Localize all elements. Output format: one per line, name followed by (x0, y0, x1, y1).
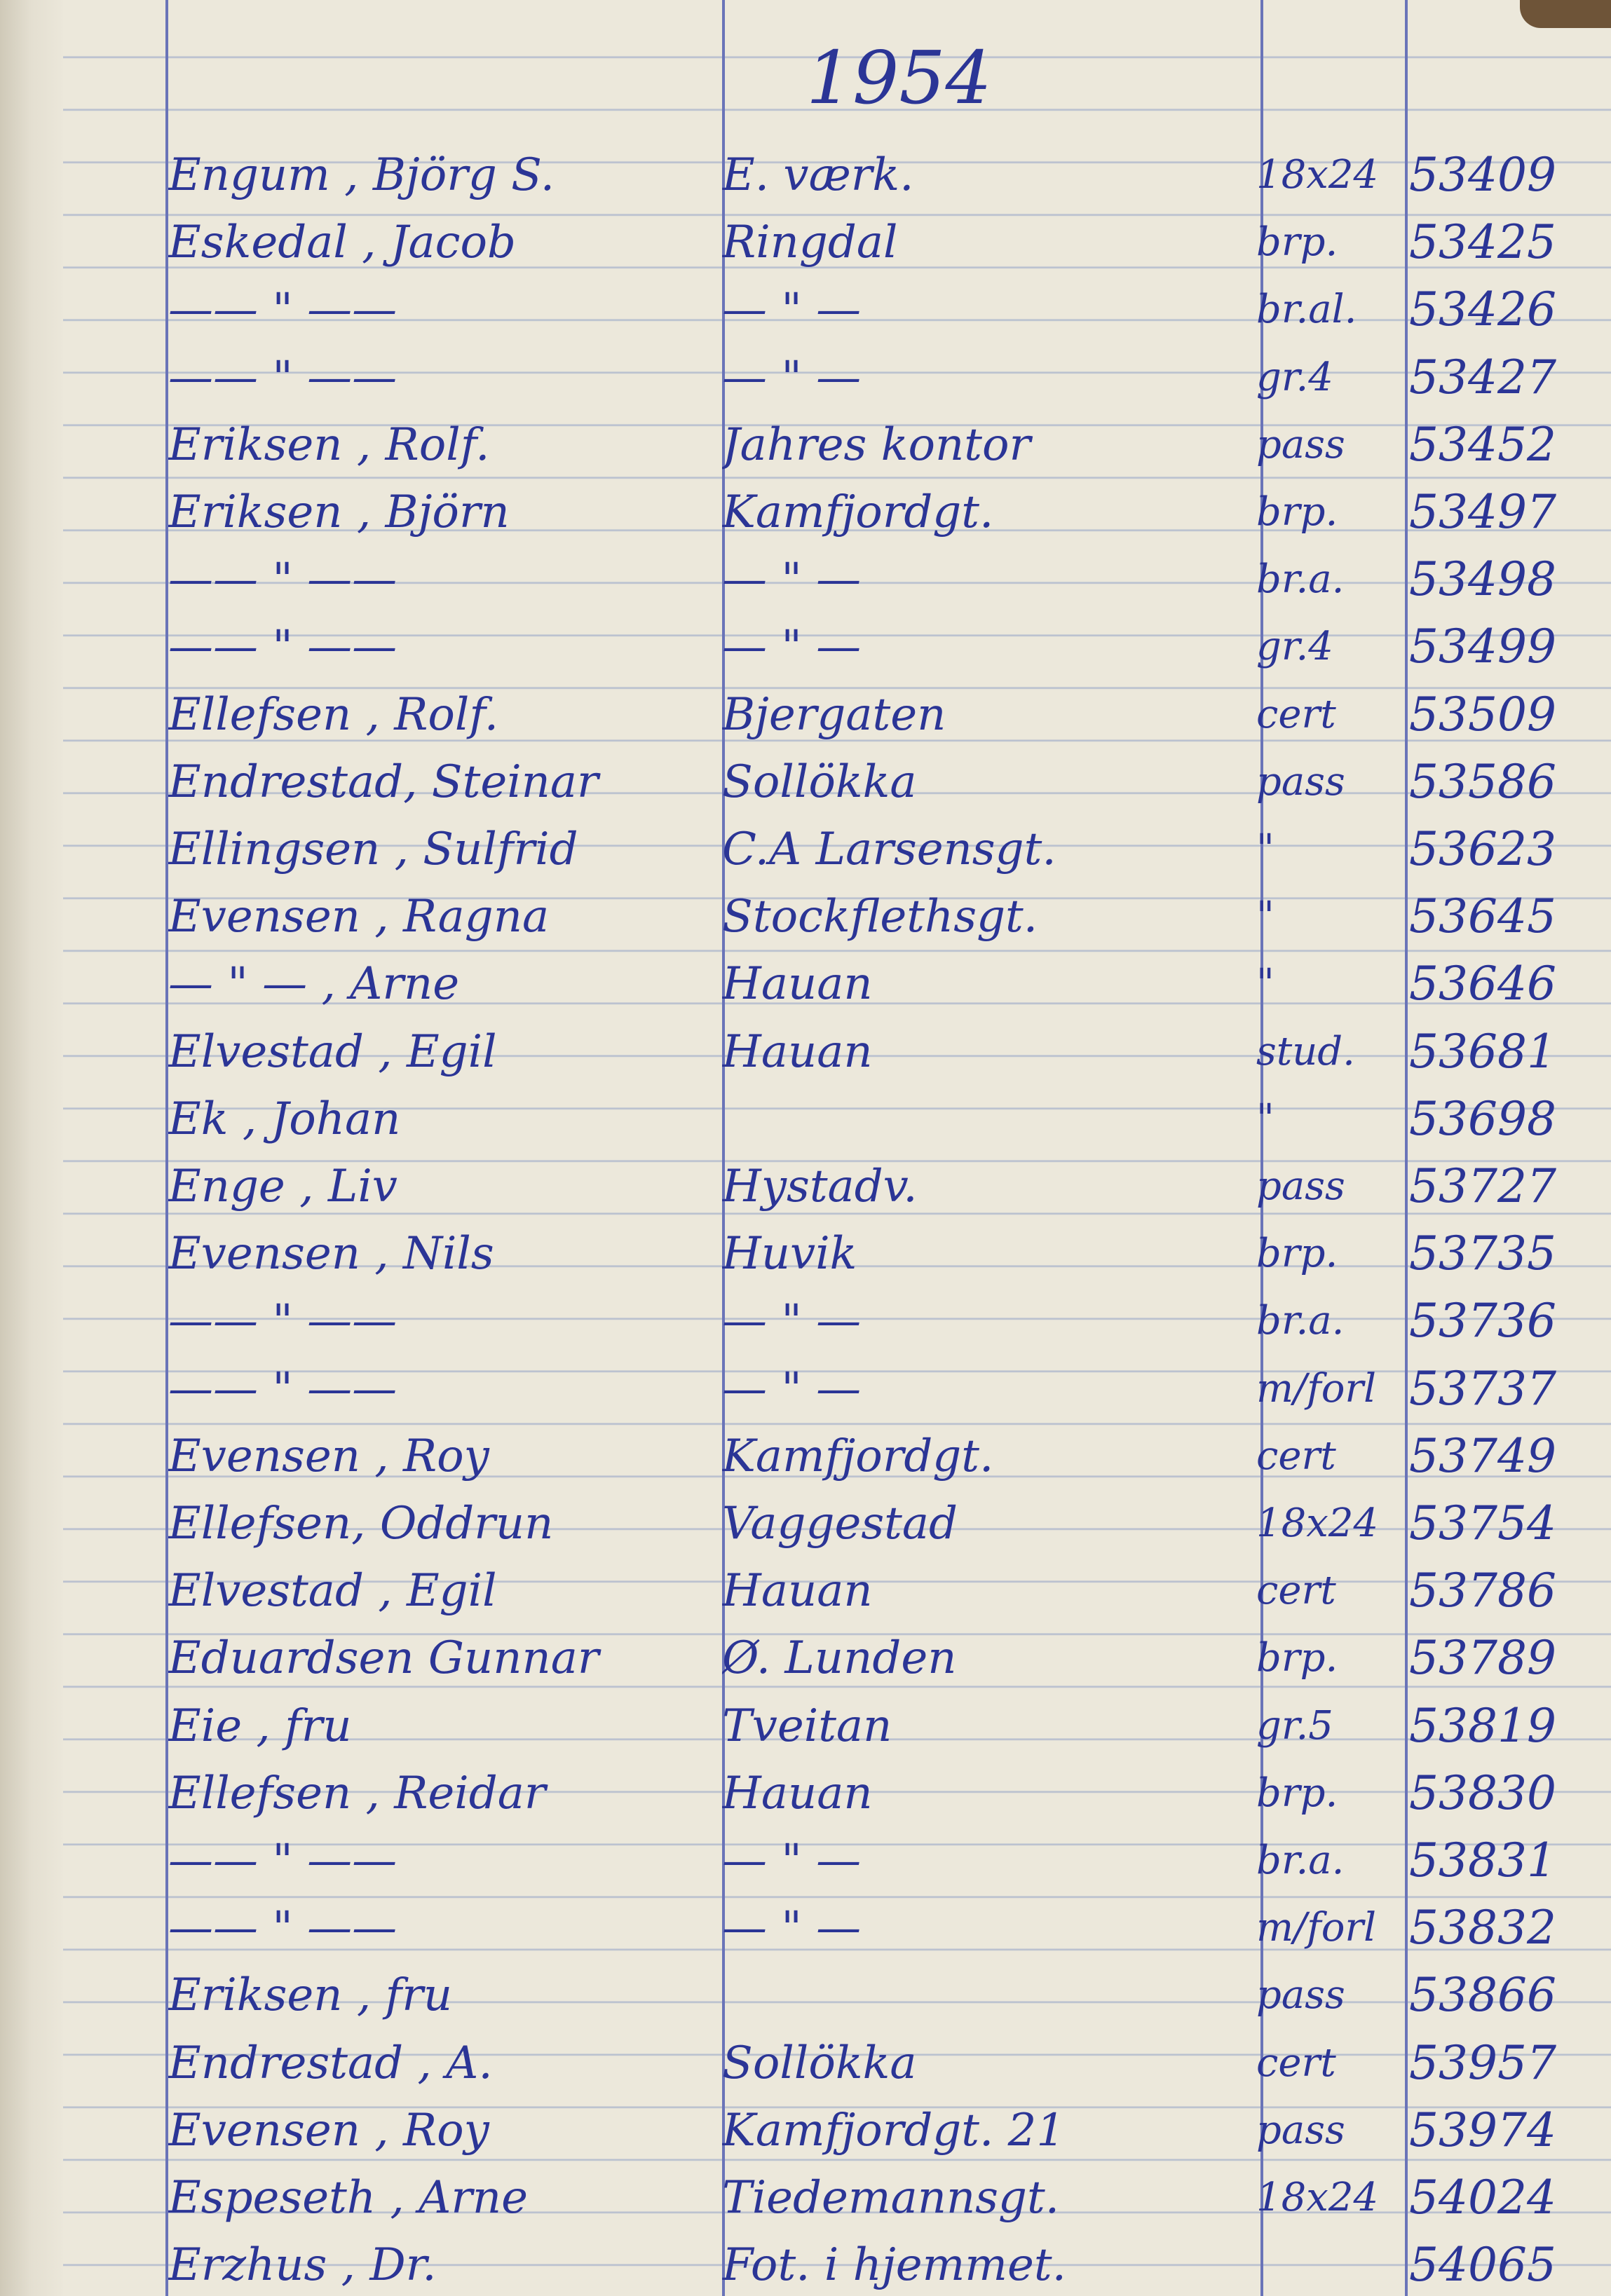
entry-name: Elvestad , Egil (168, 1026, 497, 1078)
entry-name: Eie , fru (168, 1700, 352, 1752)
entry-number: 53832 (1409, 1901, 1556, 1955)
entry-type: " (1256, 894, 1274, 939)
entry-number: 53974 (1409, 2103, 1556, 2157)
entry-number: 53623 (1409, 822, 1556, 876)
entry-type: br.a. (1256, 556, 1345, 602)
ledger-row (0, 754, 1611, 810)
entry-name: Endrestad , A. (168, 2037, 493, 2089)
entry-number: 53681 (1409, 1025, 1556, 1079)
entry-number: 53426 (1409, 282, 1556, 336)
ledger-row (0, 2103, 1611, 2159)
ledger-row (0, 687, 1611, 743)
entry-type: brp. (1256, 1770, 1338, 1816)
entry-place: — " — (722, 621, 862, 673)
entry-name: Evensen , Roy (168, 2105, 489, 2157)
entry-number: 53509 (1409, 688, 1556, 742)
entry-type: " (1256, 1096, 1274, 1142)
entry-place: Tveitan (722, 1700, 892, 1752)
entry-name: Evensen , Ragna (168, 891, 550, 943)
entry-number: 53866 (1409, 1968, 1556, 2022)
ledger-row (0, 1091, 1611, 1147)
ledger-row (0, 1900, 1611, 1956)
entry-type: br.a. (1256, 1838, 1345, 1883)
entry-place: E. værk. (722, 149, 914, 201)
entry-name: Ellefsen , Reidar (168, 1768, 546, 1819)
entry-number: 54065 (1409, 2238, 1556, 2292)
entry-place: Kamfjordgt. (722, 1430, 994, 1482)
ledger-row (0, 1630, 1611, 1686)
entry-number: 53645 (1409, 889, 1556, 943)
entry-number: 53698 (1409, 1092, 1556, 1146)
entry-number: 53452 (1409, 418, 1556, 472)
entry-name: Enge , Liv (168, 1161, 397, 1212)
entry-name: Engum , Björg S. (168, 149, 555, 201)
entry-place: — " — (722, 1295, 862, 1347)
entry-name: —— " —— (168, 1363, 397, 1415)
entry-type: pass (1256, 422, 1345, 467)
entry-type: pass (1256, 1163, 1345, 1209)
entry-number: 53737 (1409, 1362, 1556, 1416)
ledger-row (0, 1833, 1611, 1889)
ledger-row (0, 889, 1611, 945)
entry-type: stud. (1256, 1029, 1355, 1074)
entry-place: — " — (722, 284, 862, 336)
entry-number: 53727 (1409, 1159, 1556, 1213)
ledger-row (0, 1428, 1611, 1484)
entry-number: 53498 (1409, 552, 1556, 606)
entry-type: cert (1256, 692, 1336, 737)
entry-type: " (1256, 826, 1274, 872)
entry-place: — " — (722, 352, 862, 404)
entry-name: Eriksen , Rolf. (168, 419, 490, 471)
entry-type: brp. (1256, 489, 1338, 535)
entry-name: —— " —— (168, 554, 397, 606)
entry-name: —— " —— (168, 1295, 397, 1347)
entry-number: 54024 (1409, 2171, 1556, 2225)
entry-place: Stockflethsgt. (722, 891, 1038, 943)
ledger-row (0, 1159, 1611, 1215)
entry-type: m/forl (1256, 1366, 1377, 1412)
ledger-row (0, 1698, 1611, 1754)
entry-type: pass (1256, 759, 1345, 805)
entry-name: Ellefsen , Rolf. (168, 689, 499, 741)
entry-place: Huvik (722, 1228, 857, 1280)
entry-number: 53830 (1409, 1766, 1556, 1820)
entry-number: 53735 (1409, 1226, 1556, 1280)
entry-place: C.A Larsensgt. (722, 824, 1056, 875)
entry-name: Eskedal , Jacob (168, 217, 516, 268)
ledger-row (0, 1563, 1611, 1619)
entry-name: Espeseth , Arne (168, 2172, 528, 2224)
entry-name: —— " —— (168, 352, 397, 404)
entry-number: 53831 (1409, 1833, 1556, 1887)
entry-place: — " — (722, 1902, 862, 1954)
entry-name: Eriksen , Björn (168, 486, 510, 538)
entry-name: Eduardsen Gunnar (168, 1632, 599, 1684)
entry-place: — " — (722, 554, 862, 606)
entry-type: cert (1256, 1568, 1336, 1613)
entry-number: 53736 (1409, 1294, 1556, 1348)
entry-type: gr.4 (1256, 355, 1333, 400)
ledger-row (0, 1765, 1611, 1822)
entry-place: Jahres kontor (722, 419, 1031, 471)
entry-name: Elvestad , Egil (168, 1565, 497, 1617)
entry-place: — " — (722, 1363, 862, 1415)
entry-type: br.a. (1256, 1298, 1345, 1344)
ledger-row (0, 1024, 1611, 1080)
entry-type: br.al. (1256, 287, 1357, 332)
entry-place: Tiedemannsgt. (722, 2172, 1060, 2224)
entry-type: gr.4 (1256, 624, 1333, 669)
entry-place: Sollökka (722, 2037, 917, 2089)
entry-place: — " — (722, 1835, 862, 1887)
entry-number: 53819 (1409, 1699, 1556, 1753)
entry-number: 53789 (1409, 1631, 1556, 1685)
ledger-row (0, 484, 1611, 540)
entry-type: brp. (1256, 1231, 1338, 1276)
entry-name: —— " —— (168, 1902, 397, 1954)
entry-number: 53586 (1409, 755, 1556, 809)
entry-number: 53427 (1409, 350, 1556, 404)
entry-type: cert (1256, 1433, 1336, 1479)
entry-number: 53957 (1409, 2036, 1556, 2090)
ledger-row (0, 1361, 1611, 1417)
entry-place: Hauan (722, 958, 873, 1010)
entry-type: 18x24 (1256, 2175, 1379, 2220)
entry-name: Endrestad, Steinar (168, 756, 599, 808)
entry-place (722, 1091, 1262, 1147)
entry-number: 53497 (1409, 485, 1556, 539)
ledger-row (0, 1226, 1611, 1282)
entry-name: Ellingsen , Sulfrid (168, 824, 578, 875)
ledger-row (0, 350, 1611, 406)
entry-type: m/forl (1256, 1905, 1377, 1950)
entry-type: pass (1256, 2107, 1345, 2153)
ledger-row (0, 147, 1611, 203)
entry-place: Sollökka (722, 756, 917, 808)
entry-place: Hauan (722, 1026, 873, 1078)
ledger-row (0, 214, 1611, 271)
entry-name: —— " —— (168, 1835, 397, 1887)
page-year-heading: 1954 (806, 35, 992, 121)
entry-type: cert (1256, 2040, 1336, 2086)
entry-type: " (1256, 961, 1274, 1006)
entry-name: Ellefsen, Oddrun (168, 1498, 554, 1550)
ledger-row (0, 821, 1611, 877)
entry-number: 53749 (1409, 1429, 1556, 1483)
entry-number: 53786 (1409, 1564, 1556, 1618)
entry-place: Fot. i hjemmet. (722, 2239, 1066, 2291)
ledger-row (0, 2035, 1611, 2091)
entry-type: gr.5 (1256, 1703, 1333, 1749)
entry-type: brp. (1256, 219, 1338, 265)
entry-number: 53754 (1409, 1496, 1556, 1550)
ledger-row (0, 619, 1611, 675)
ledger-row (0, 1967, 1611, 2023)
ledger-row (0, 282, 1611, 338)
entry-type (1256, 2237, 1407, 2293)
entry-name: —— " —— (168, 621, 397, 673)
entry-type: pass (1256, 1972, 1345, 2018)
ledger-row (0, 1496, 1611, 1552)
entry-type: brp. (1256, 1635, 1338, 1681)
entry-place: Hauan (722, 1768, 873, 1819)
entry-place: Hystadv. (722, 1161, 918, 1212)
ledger-row (0, 1293, 1611, 1349)
ledger-row (0, 956, 1611, 1012)
ledger-row (0, 552, 1611, 608)
entry-type: 18x24 (1256, 152, 1379, 198)
ledger-row (0, 2237, 1611, 2293)
ledger-row (0, 2170, 1611, 2226)
entry-place: Kamfjordgt. (722, 486, 994, 538)
entry-number: 53646 (1409, 957, 1556, 1011)
entry-place: Ringdal (722, 217, 898, 268)
entry-place: Ø. Lunden (722, 1632, 957, 1684)
entry-name: Evensen , Roy (168, 1430, 489, 1482)
entry-number: 53425 (1409, 215, 1556, 269)
entry-name: Evensen , Nils (168, 1228, 494, 1280)
entry-place: Hauan (722, 1565, 873, 1617)
ledger-row (0, 417, 1611, 473)
entry-type: 18x24 (1256, 1501, 1379, 1546)
entry-place: Kamfjordgt. 21 (722, 2105, 1066, 2157)
entry-name: — " — , Arne (168, 958, 460, 1010)
entry-place: Bjergaten (722, 689, 946, 741)
entry-name: Ek , Johan (168, 1093, 401, 1145)
entry-place (722, 1967, 1262, 2023)
entry-name: Erzhus , Dr. (168, 2239, 437, 2291)
entry-name: Eriksen , fru (168, 1969, 453, 2021)
entry-number: 53499 (1409, 620, 1556, 674)
book-cover-corner (1520, 0, 1611, 28)
entry-place: Vaggestad (722, 1498, 958, 1550)
entry-name: —— " —— (168, 284, 397, 336)
entry-number: 53409 (1409, 148, 1556, 202)
